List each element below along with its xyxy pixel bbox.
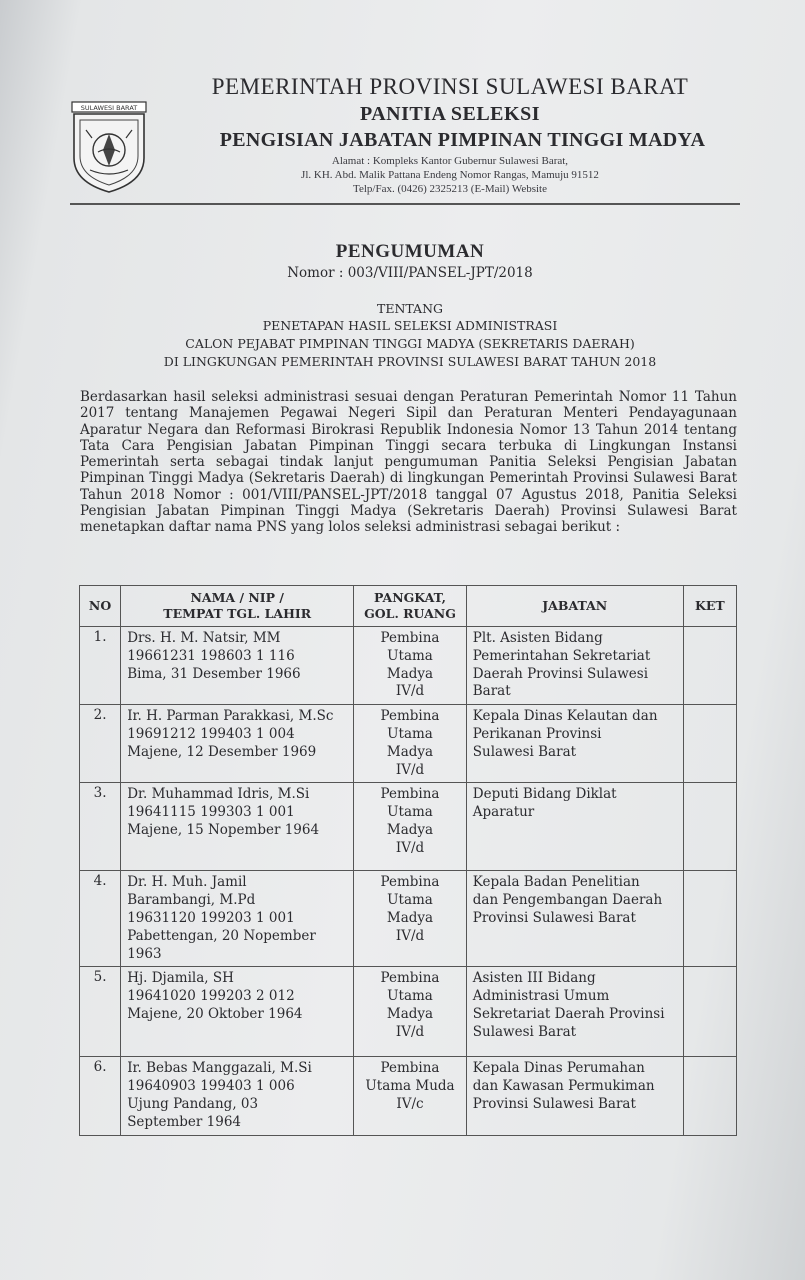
position-cell	[466, 871, 683, 967]
position-line: Sekretariat Daerah Provinsi	[472, 1005, 665, 1022]
rank-line: Utama	[387, 892, 433, 909]
rank-line: Pembina	[380, 630, 440, 646]
candidate-name-line: Ir. H. Parman Parakkasi, M.Sc	[127, 708, 334, 725]
sulawesi-barat-emblem-icon	[68, 100, 150, 196]
rank-cell	[354, 627, 467, 705]
column-header-note: KET	[683, 586, 736, 627]
column-header-rank	[354, 586, 467, 627]
row-number: 2.	[80, 705, 121, 783]
body-paragraph: Berdasarkan hasil seleksi administrasi sesuai dengan Peraturan Pemerintah Nomor 11 Tahun 2017 tentang Manajemen Pegawai Negeri Sipil dan Peraturan Menteri Pendayagunaan Aparatur Negara dan Reformasi Birokrasi Republik Indonesia Nomor 13 Tahun 2014 tentang Tata Cara Pengisian Jabatan Pimpinan Tinggi secara terbuka di Lingkungan Instansi Pemerintah serta sebagai tindak lanjut pengumuman Panitia Seleksi Pengisian Jabatan Pimpinan Tinggi Madya (Sekretaris Daerah) di lingkungan Pemerintah Provinsi Sulawesi Barat Tahun 2018 Nomor : 001/VIII/PANSEL-JPT/2018 tanggal 07 Agustus 2018, Panitia Seleksi Pengisian Jabatan Pimpinan Tinggi Madya (Sekretaris Daerah) Provinsi Sulawesi Barat menetapkan daftar nama PNS yang lolos seleksi administrasi sebagai berikut :	[80, 389, 737, 536]
rank-line: Utama	[387, 804, 433, 821]
row-number: 6.	[80, 1057, 121, 1135]
position-line: Barat	[472, 683, 511, 700]
candidate-name-line: 19631120 199203 1 001	[127, 909, 295, 926]
table-row	[80, 783, 737, 871]
candidate-name-line: September 1964	[127, 1113, 242, 1130]
header-position: PENGISIAN JABATAN PIMPINAN TINGGI MADYA	[219, 129, 706, 151]
candidate-name-line: Ujung Pandang, 03	[127, 1095, 259, 1112]
candidate-name-line: 19641115 199303 1 001	[127, 804, 295, 821]
header-committee: PANITIA SELEKSI	[360, 103, 540, 125]
about-label: TENTANG	[376, 301, 443, 316]
rank-cell	[354, 967, 467, 1057]
rank-line: Pembina	[380, 786, 440, 803]
header-government: PEMERINTAH PROVINSI SULAWESI BARAT	[211, 74, 689, 99]
candidate-name-cell	[121, 705, 354, 783]
rank-line: IV/d	[395, 761, 425, 778]
candidate-name-cell	[121, 967, 354, 1057]
column-header-rank-line: PANGKAT,	[374, 590, 446, 605]
row-number: 4.	[80, 871, 121, 967]
column-header-no: NO	[80, 586, 121, 627]
table-row	[80, 627, 737, 705]
position-line: Plt. Asisten Bidang	[472, 630, 603, 646]
position-line: Daerah Provinsi Sulawesi	[472, 665, 649, 682]
position-line: Administrasi Umum	[472, 988, 610, 1005]
note-cell	[683, 967, 736, 1057]
rank-line: Utama Muda	[365, 1078, 455, 1095]
candidate-name-line: 19641020 199203 2 012	[127, 988, 295, 1005]
subject-line: CALON PEJABAT PIMPINAN TINGGI MADYA (SEKRETARIS DAERAH)	[185, 336, 635, 351]
candidate-name-line: Dr. Muhammad Idris, M.Si	[127, 786, 310, 803]
candidate-name-cell	[121, 871, 354, 967]
position-line: Provinsi Sulawesi Barat	[472, 1095, 636, 1112]
candidate-table	[79, 585, 737, 1136]
header-divider	[70, 203, 740, 205]
candidate-name-line: Barambangi, M.Pd	[127, 892, 256, 909]
logo-text: SULAWESI BARAT	[80, 104, 138, 112]
position-line: Sulawesi Barat	[472, 1023, 577, 1040]
row-number: 3.	[80, 783, 121, 871]
candidate-name-line: Bima, 31 Desember 1966	[127, 665, 301, 682]
position-line: Pemerintahan Sekretariat	[472, 647, 651, 664]
position-line: Provinsi Sulawesi Barat	[472, 909, 636, 926]
candidate-name-line: Majene, 20 Oktober 1964	[127, 1005, 303, 1022]
candidate-name-line: Hj. Djamila, SH	[127, 970, 234, 987]
note-cell	[683, 627, 736, 705]
table-row	[80, 967, 737, 1057]
note-cell	[683, 1057, 736, 1135]
candidate-name-line: 19661231 198603 1 116	[127, 647, 295, 664]
rank-line: IV/c	[396, 1095, 424, 1112]
rank-line: Madya	[386, 1005, 434, 1022]
position-line: Kepala Dinas Kelautan dan	[472, 708, 658, 725]
rank-line: Madya	[386, 743, 434, 760]
table-row	[80, 705, 737, 783]
rank-line: Utama	[387, 725, 433, 742]
table-row	[80, 1057, 737, 1135]
candidate-name-cell	[121, 1057, 354, 1135]
rank-cell	[354, 705, 467, 783]
candidate-name-line: Majene, 12 Desember 1969	[127, 743, 317, 760]
column-header-position: JABATAN	[466, 586, 683, 627]
rank-line: Utama	[387, 647, 433, 664]
position-line: dan Kawasan Permukiman	[472, 1078, 655, 1095]
note-cell	[683, 783, 736, 871]
column-header-name-line: NAMA / NIP /	[190, 590, 284, 605]
position-line: Asisten III Bidang	[472, 970, 596, 987]
position-line: Perikanan Provinsi	[472, 725, 602, 742]
candidate-name-line: Ir. Bebas Manggazali, M.Si	[127, 1060, 312, 1077]
header-address-2: Jl. KH. Abd. Malik Pattana Endeng Nomor Rangas, Mamuju 91512	[301, 169, 599, 181]
announcement-number: Nomor : 003/VIII/PANSEL-JPT/2018	[287, 265, 533, 281]
position-cell	[466, 967, 683, 1057]
candidate-name-line: Majene, 15 Nopember 1964	[127, 821, 320, 838]
position-cell	[466, 783, 683, 871]
position-line: Kepala Dinas Perumahan	[472, 1060, 645, 1077]
position-cell	[466, 627, 683, 705]
table-header-row	[80, 586, 737, 627]
position-cell	[466, 1057, 683, 1135]
table-row	[80, 871, 737, 967]
candidate-name-line: 1963	[127, 945, 162, 962]
rank-line: Madya	[386, 665, 434, 682]
position-line: Aparatur	[472, 804, 535, 821]
candidate-name-cell	[121, 627, 354, 705]
rank-cell	[354, 783, 467, 871]
subject-line: PENETAPAN HASIL SELEKSI ADMINISTRASI	[262, 318, 558, 333]
header-address-3: Telp/Fax. (0426) 2325213 (E-Mail) Website	[353, 183, 547, 195]
rank-line: Pembina	[380, 970, 440, 987]
note-cell	[683, 705, 736, 783]
candidate-name-cell	[121, 783, 354, 871]
candidate-name-line: Pabettengan, 20 Nopember	[127, 927, 316, 944]
row-number: 5.	[80, 967, 121, 1057]
rank-cell	[354, 871, 467, 967]
candidate-name-line: Dr. H. Muh. Jamil	[127, 874, 247, 891]
position-line: Kepala Badan Penelitian	[472, 874, 640, 891]
rank-line: IV/d	[395, 839, 425, 856]
rank-line: Pembina	[380, 874, 440, 891]
subject-line: DI LINGKUNGAN PEMERINTAH PROVINSI SULAWESI BARAT TAHUN 2018	[163, 354, 657, 369]
candidate-name-line: 19640903 199403 1 006	[127, 1078, 295, 1095]
position-cell	[466, 705, 683, 783]
candidate-name-line: 19691212 199403 1 004	[127, 725, 295, 742]
header-address-1: Alamat : Kompleks Kantor Gubernur Sulawesi Barat,	[331, 155, 569, 167]
candidate-name-line: Drs. H. M. Natsir, MM	[127, 630, 281, 646]
column-header-name-line: TEMPAT TGL. LAHIR	[163, 606, 312, 621]
note-cell	[683, 871, 736, 967]
rank-line: Madya	[386, 821, 434, 838]
rank-line: Pembina	[380, 1060, 440, 1077]
column-header-name	[121, 586, 354, 627]
position-line: Sulawesi Barat	[472, 743, 577, 760]
position-line: dan Pengembangan Daerah	[472, 892, 663, 909]
rank-cell	[354, 1057, 467, 1135]
position-line: Deputi Bidang Diklat	[472, 786, 617, 803]
rank-line: IV/d	[395, 927, 425, 944]
rank-line: IV/d	[395, 683, 425, 700]
announcement-title: PENGUMUMAN	[335, 241, 485, 262]
row-number: 1.	[80, 627, 121, 705]
rank-line: Madya	[386, 909, 434, 926]
rank-line: IV/d	[395, 1023, 425, 1040]
rank-line: Utama	[387, 988, 433, 1005]
rank-line: Pembina	[380, 708, 440, 725]
column-header-rank-line: GOL. RUANG	[364, 606, 456, 621]
